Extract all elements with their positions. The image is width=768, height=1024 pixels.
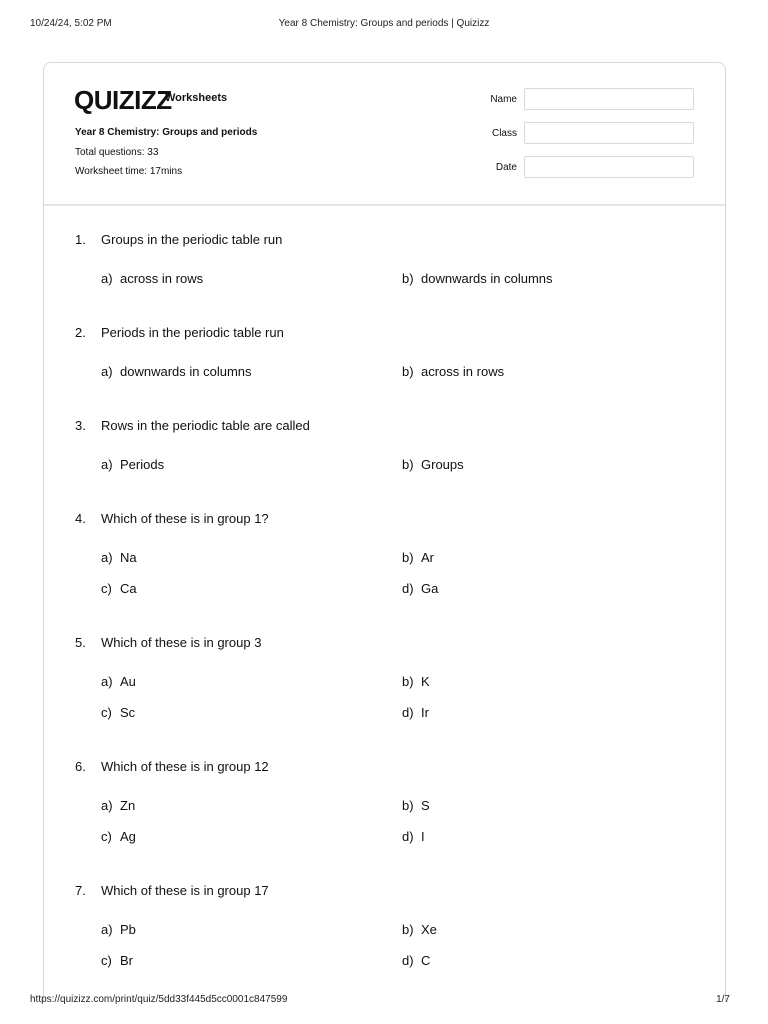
option-letter: d) [402, 581, 414, 596]
option-letter: a) [101, 364, 113, 379]
class-label: Class [491, 128, 517, 139]
option-1b [402, 271, 553, 286]
option-5a [101, 674, 136, 689]
print-page-title: Year 8 Chemistry: Groups and periods | Quizizz [278, 18, 490, 29]
print-url: https://quizizz.com/print/quiz/5dd33f445d5cc0001c847599 [30, 994, 288, 1005]
worksheet-header [44, 63, 725, 206]
option-letter: d) [402, 705, 414, 720]
question-2 [75, 325, 284, 340]
option-4c [101, 581, 137, 596]
option-letter: b) [402, 674, 414, 689]
question-text: Which of these is in group 3 [101, 635, 262, 650]
question-3 [75, 418, 310, 433]
quizizz-logo: QUIZIZZ [74, 85, 172, 115]
question-7 [75, 883, 269, 898]
option-text: Xe [421, 922, 437, 937]
question-text: Which of these is in group 17 [101, 883, 269, 898]
option-letter: d) [402, 953, 414, 968]
option-letter: c) [101, 581, 112, 596]
option-text: Ca [120, 581, 137, 596]
question-text: Periods in the periodic table run [101, 325, 284, 340]
option-5b [402, 674, 430, 689]
option-3a [101, 457, 164, 472]
name-label: Name [490, 94, 517, 105]
option-letter: a) [101, 457, 113, 472]
option-5c [101, 705, 135, 720]
name-field[interactable] [524, 88, 694, 110]
option-text: downwards in columns [120, 364, 252, 379]
option-text: Groups [421, 457, 464, 472]
option-text: I [421, 829, 425, 844]
option-2b [402, 364, 504, 379]
option-letter: c) [101, 829, 112, 844]
option-text: across in rows [120, 271, 204, 286]
worksheet-card [43, 62, 726, 1002]
option-text: Pb [120, 922, 136, 937]
print-datetime: 10/24/24, 5:02 PM [30, 18, 112, 29]
option-letter: a) [101, 550, 113, 565]
option-text: Au [120, 674, 136, 689]
date-field[interactable] [524, 156, 694, 178]
option-6c [101, 829, 136, 844]
option-letter: a) [101, 922, 113, 937]
option-letter: b) [402, 550, 414, 565]
question-number: 1. [75, 232, 86, 247]
option-text: Ir [421, 705, 429, 720]
date-label: Date [495, 162, 517, 173]
option-7b [402, 922, 437, 937]
option-7a [101, 922, 136, 937]
option-letter: a) [101, 674, 113, 689]
question-text: Groups in the periodic table run [101, 232, 283, 247]
question-text: Which of these is in group 12 [101, 759, 269, 774]
option-text: Sc [120, 705, 136, 720]
option-text: Ag [120, 829, 136, 844]
question-text: Rows in the periodic table are called [101, 418, 310, 433]
question-4 [75, 511, 269, 526]
question-6 [75, 759, 269, 774]
question-text: Which of these is in group 1? [101, 511, 269, 526]
option-6b [402, 798, 430, 813]
total-questions: Total questions: 33 [75, 147, 159, 158]
logo-subtitle: Worksheets [165, 92, 228, 104]
question-5 [75, 635, 261, 650]
worksheet-time: Worksheet time: 17mins [75, 166, 183, 177]
option-text: Na [120, 550, 137, 565]
option-letter: b) [402, 271, 414, 286]
option-5d [402, 705, 429, 720]
option-letter: b) [402, 364, 414, 379]
question-number: 5. [75, 635, 86, 650]
option-6a [101, 798, 135, 813]
page-number: 1/7 [716, 994, 730, 1005]
question-1 [75, 232, 282, 247]
option-letter: a) [101, 798, 113, 813]
option-7c [101, 953, 133, 968]
option-letter: b) [402, 922, 414, 937]
option-4b [402, 550, 434, 565]
option-text: Zn [120, 798, 136, 813]
worksheet-title: Year 8 Chemistry: Groups and periods [75, 127, 258, 138]
option-text: Br [120, 953, 133, 968]
option-2a [101, 364, 252, 379]
option-4a [101, 550, 137, 565]
option-text: Periods [120, 457, 165, 472]
option-4d [402, 581, 438, 596]
option-text: C [421, 953, 431, 968]
question-number: 2. [75, 325, 86, 340]
question-number: 3. [75, 418, 86, 433]
option-letter: c) [101, 953, 112, 968]
option-1a [101, 271, 203, 286]
option-text: S [421, 798, 430, 813]
option-7d [402, 953, 430, 968]
question-number: 7. [75, 883, 86, 898]
class-field[interactable] [524, 122, 694, 144]
option-letter: c) [101, 705, 112, 720]
option-letter: b) [402, 457, 414, 472]
option-letter: d) [402, 829, 414, 844]
option-text: Ga [421, 581, 439, 596]
question-number: 6. [75, 759, 86, 774]
question-number: 4. [75, 511, 86, 526]
option-3b [402, 457, 464, 472]
print-header [30, 18, 738, 34]
option-text: downwards in columns [421, 271, 553, 286]
option-text: Ar [421, 550, 434, 565]
option-text: K [421, 674, 430, 689]
option-6d [402, 829, 425, 844]
option-letter: a) [101, 271, 113, 286]
option-letter: b) [402, 798, 414, 813]
option-text: across in rows [421, 364, 505, 379]
print-footer [30, 994, 738, 1010]
